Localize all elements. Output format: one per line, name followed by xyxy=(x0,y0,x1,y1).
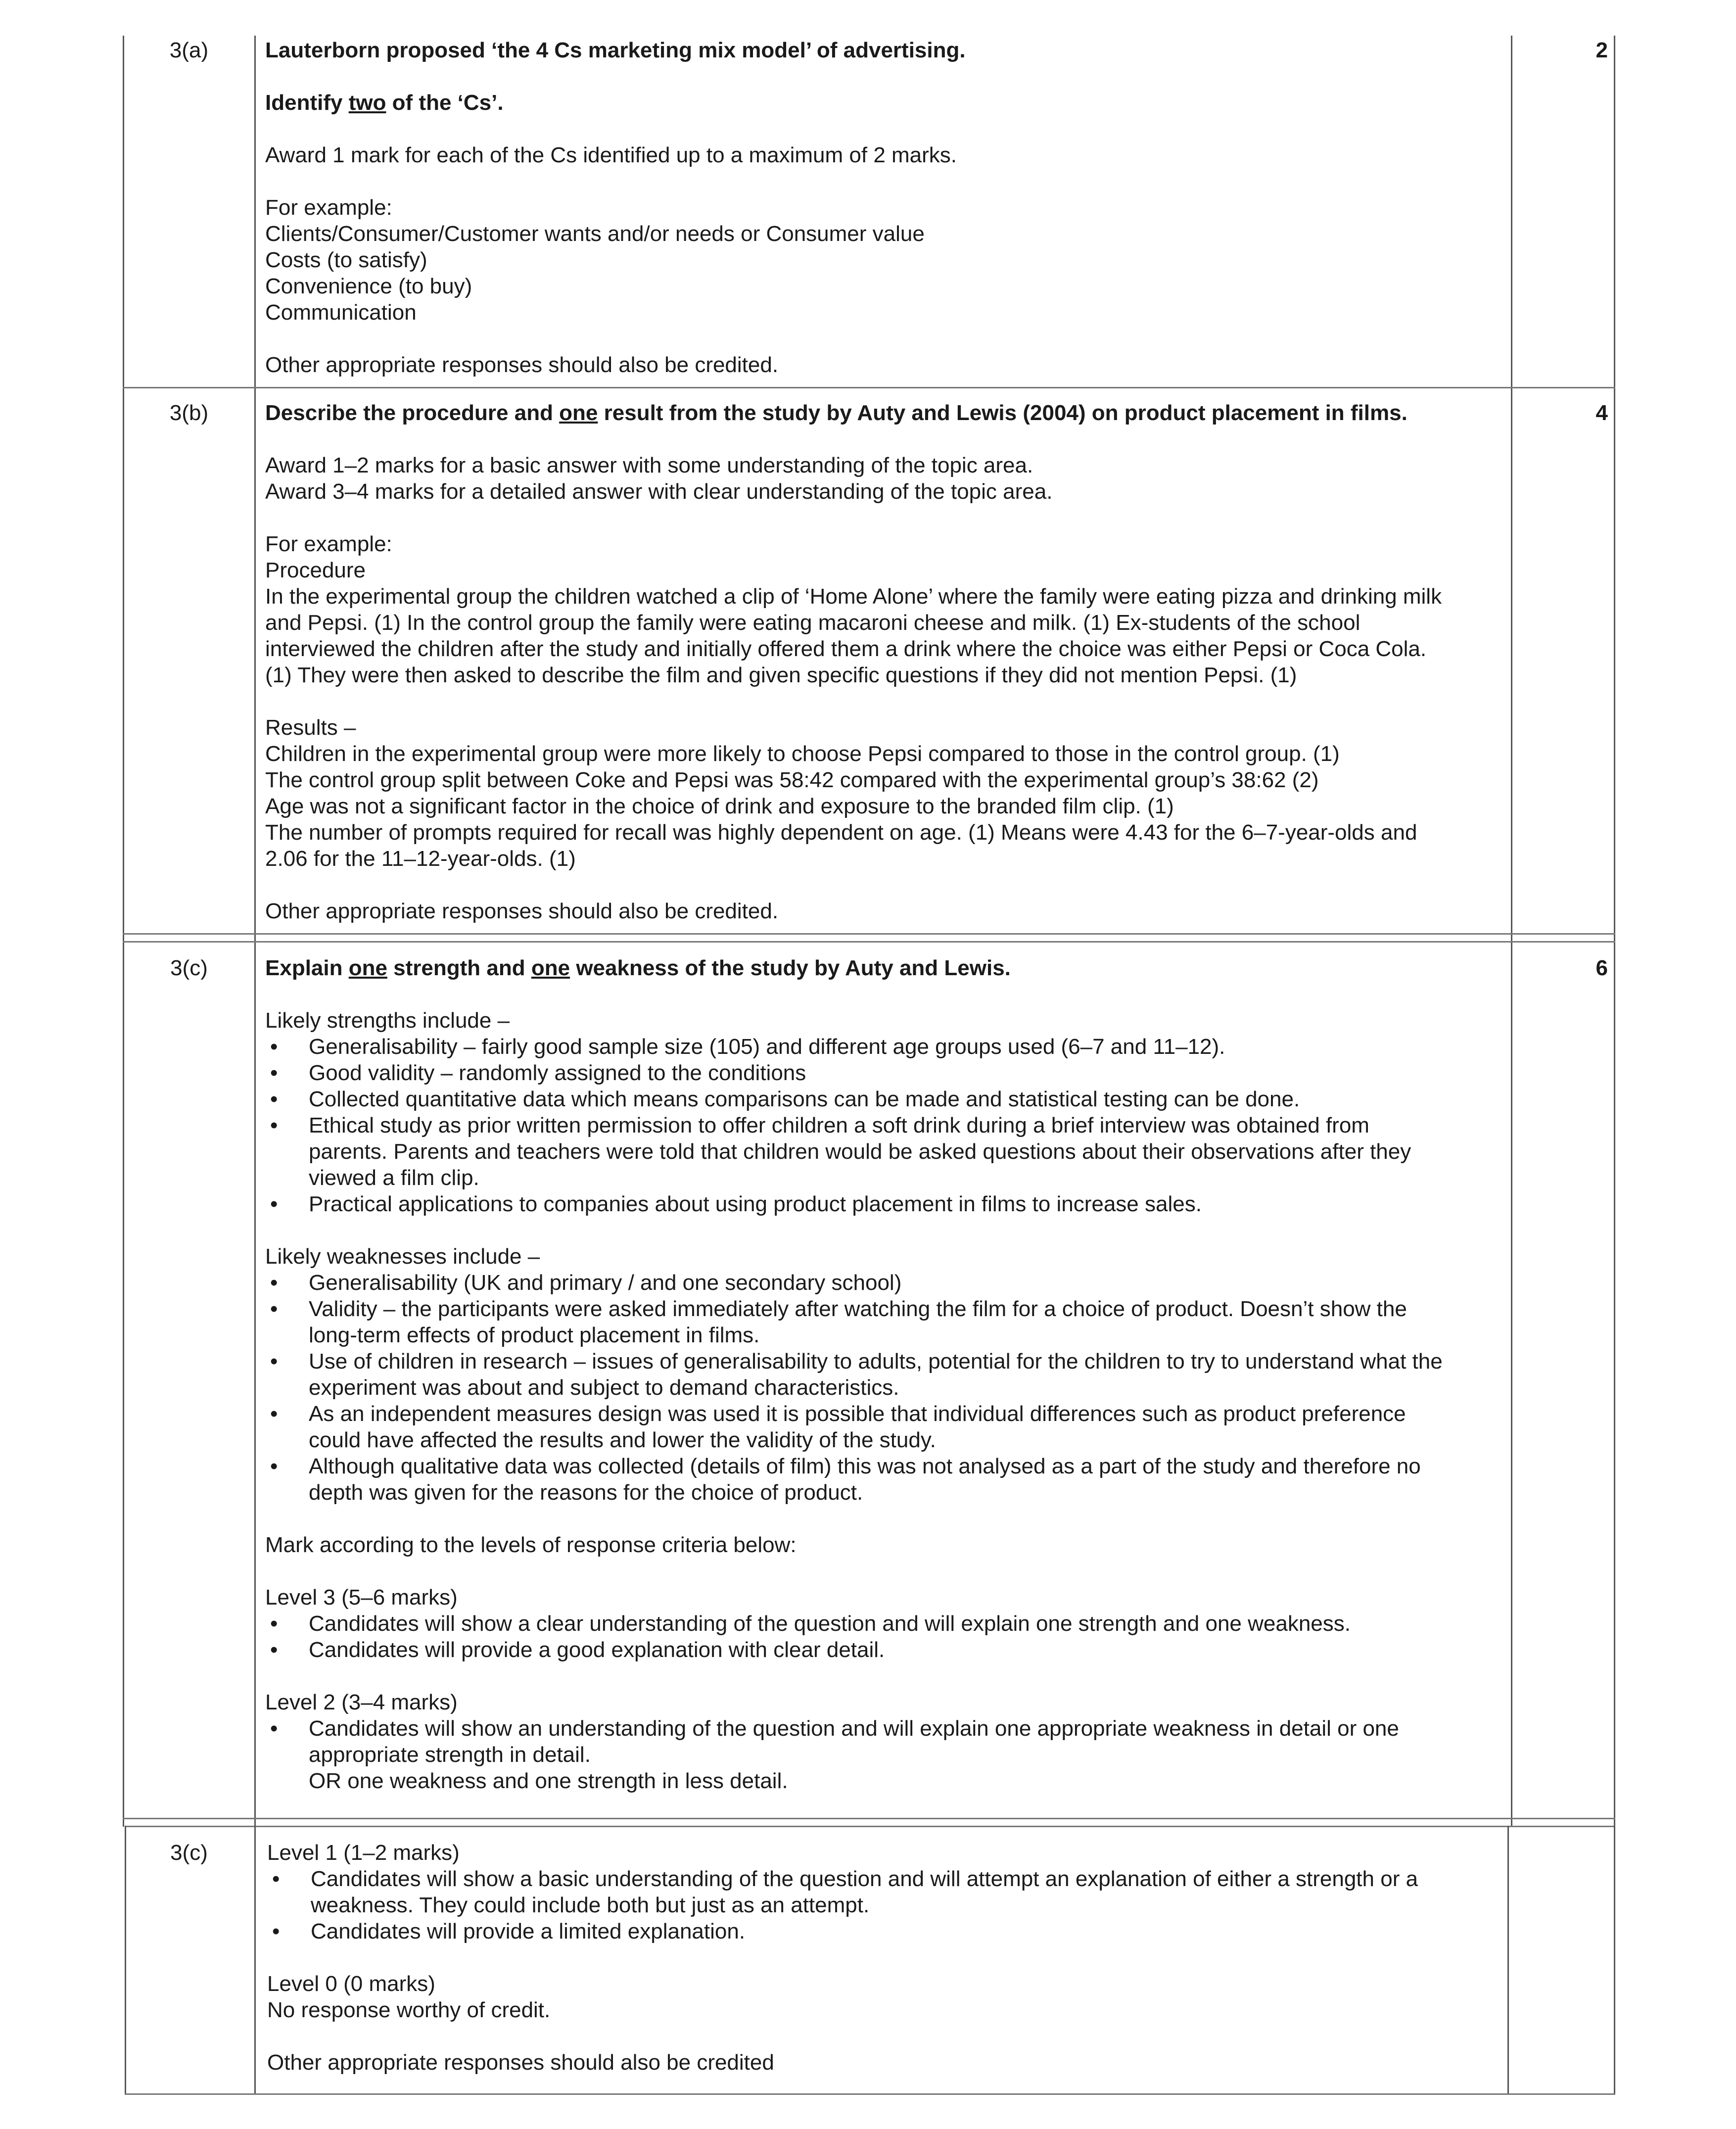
question-number: 3(c) xyxy=(170,956,208,980)
question-number: 3(a) xyxy=(169,38,209,62)
credit-note: Other appropriate responses should also be credited xyxy=(267,2050,774,2075)
strengths-heading: Likely strengths include – xyxy=(265,1008,510,1033)
marks-value: 6 xyxy=(1595,956,1608,980)
answer-cell xyxy=(267,1840,1499,2076)
table-divider-question xyxy=(254,36,256,1827)
answer-cell xyxy=(265,955,1497,1794)
table-divider-marks xyxy=(1507,1826,1509,2095)
table-border-left xyxy=(123,36,124,1827)
level-heading: Level 1 (1–2 marks) xyxy=(267,1841,460,1865)
list-item: • Practical applications to companies about using product placement in films to increase sales. xyxy=(265,1191,1497,1217)
list-item: • Use of children in research – issues of generalisability to adults, potential for the children to try to understand what the experiment was about and subject to demand characteristics. xyxy=(265,1348,1497,1401)
row-divider xyxy=(123,387,1615,388)
list-item: • Ethical study as prior written permission to offer children a soft drink during a brief interview was obtained from parents. Parents and teachers were told that children would be asked questions about their observations after they viewed a film clip. xyxy=(265,1112,1497,1191)
list-item: • Candidates will provide a good explanation with clear detail. xyxy=(265,1637,1497,1663)
marks-value: 2 xyxy=(1595,38,1608,62)
list-item: • Candidates will provide a limited explanation. xyxy=(267,1918,1499,1944)
row-divider xyxy=(123,941,1615,943)
example-item: Costs (to satisfy) xyxy=(265,248,427,272)
question-number: 3(c) xyxy=(170,1841,208,1865)
example-heading: For example: xyxy=(265,532,392,556)
levels-intro: Mark according to the levels of response criteria below: xyxy=(265,1533,797,1557)
table-border-right xyxy=(1614,1826,1615,2095)
award-text: Award 3–4 marks for a detailed answer with clear understanding of the topic area. xyxy=(265,479,1053,504)
list-item: • Although qualitative data was collected (details of film) this was not analysed as a part of the study and therefore no depth was given for the reasons for the choice of product. xyxy=(265,1453,1497,1506)
level-criteria-list xyxy=(265,1715,1497,1794)
strengths-list xyxy=(265,1034,1497,1217)
level-heading: Level 3 (5–6 marks) xyxy=(265,1585,458,1609)
procedure-line: and Pepsi. (1) In the control group the family were eating macaroni cheese and milk. (1) Ex-students of the school xyxy=(265,611,1361,635)
table-divider-marks xyxy=(1511,36,1512,1827)
results-line: 2.06 for the 11–12-year-olds. (1) xyxy=(265,847,576,871)
row-divider xyxy=(123,1818,1615,1819)
list-item: • As an independent measures design was used it is possible that individual differences such as product preference could have affected the results and lower the validity of the study. xyxy=(265,1401,1497,1453)
results-line: The control group split between Coke and Pepsi was 58:42 compared with the experimental group’s 38:62 (2) xyxy=(265,768,1319,792)
table-divider-question xyxy=(254,1826,256,2095)
level-text: No response worthy of credit. xyxy=(267,1998,551,2022)
row-divider xyxy=(125,1826,1615,1827)
table-border-right xyxy=(1614,36,1615,1827)
results-line: The number of prompts required for recall was highly dependent on age. (1) Means were 4.43 for the 6–7-year-olds and xyxy=(265,820,1417,845)
list-item: • Candidates will show a clear understanding of the question and will explain one strength and one weakness. xyxy=(265,1610,1497,1637)
results-line: Children in the experimental group were more likely to choose Pepsi compared to those in the control group. (1) xyxy=(265,742,1340,766)
answer-cell xyxy=(265,400,1497,924)
example-item: Clients/Consumer/Customer wants and/or needs or Consumer value xyxy=(265,222,925,246)
results-heading: Results – xyxy=(265,715,356,740)
level-heading: Level 2 (3–4 marks) xyxy=(265,1690,458,1714)
example-item: Convenience (to buy) xyxy=(265,274,472,298)
procedure-line: In the experimental group the children watched a clip of ‘Home Alone’ where the family were eating pizza and drinking milk xyxy=(265,584,1442,609)
list-item: • Generalisability (UK and primary / and one secondary school) xyxy=(265,1270,1497,1296)
credit-note: Other appropriate responses should also be credited. xyxy=(265,899,779,923)
question-number: 3(b) xyxy=(169,401,209,425)
procedure-line: (1) They were then asked to describe the film and given specific questions if they did not mention Pepsi. (1) xyxy=(265,663,1297,687)
list-item: • Good validity – randomly assigned to the conditions xyxy=(265,1060,1497,1086)
procedure-line: interviewed the children after the study and initially offered them a drink where the choice was either Pepsi or Coca Cola. xyxy=(265,637,1427,661)
row-divider xyxy=(123,933,1615,935)
weaknesses-heading: Likely weaknesses include – xyxy=(265,1244,540,1269)
answer-cell xyxy=(265,37,1497,378)
question-text: Lauterborn proposed ‘the 4 Cs marketing mix model’ of advertising. xyxy=(265,38,966,62)
question-text: Describe the procedure and one result from the study by Auty and Lewis (2004) on product placement in films. xyxy=(265,401,1408,425)
table-border-bottom xyxy=(125,2093,1615,2095)
table-border-left xyxy=(125,1826,126,2095)
weaknesses-list xyxy=(265,1270,1497,1506)
question-instruction: Identify two of the ‘Cs’. xyxy=(265,91,504,115)
procedure-heading: Procedure xyxy=(265,558,366,582)
example-item: Communication xyxy=(265,300,417,325)
level-criteria-list xyxy=(265,1610,1497,1663)
marks-value: 4 xyxy=(1595,401,1608,425)
list-item: • Candidates will show an understanding of the question and will explain one appropriate weakness in detail or one appropriate strength in detail. OR one weakness and one strength in less detail. xyxy=(265,1715,1497,1794)
list-item: • Collected quantitative data which means comparisons can be made and statistical testing can be done. xyxy=(265,1086,1497,1112)
question-text: Explain one strength and one weakness of the study by Auty and Lewis. xyxy=(265,956,1011,980)
award-text: Award 1 mark for each of the Cs identified up to a maximum of 2 marks. xyxy=(265,143,957,167)
award-text: Award 1–2 marks for a basic answer with some understanding of the topic area. xyxy=(265,453,1033,477)
level-criteria-list xyxy=(267,1866,1499,1944)
credit-note: Other appropriate responses should also be credited. xyxy=(265,353,779,377)
level-heading: Level 0 (0 marks) xyxy=(267,1972,435,1996)
example-heading: For example: xyxy=(265,195,392,220)
list-item: • Candidates will show a basic understanding of the question and will attempt an explanation of either a strength or a weakness. They could include both but just as an attempt. xyxy=(267,1866,1499,1918)
results-line: Age was not a significant factor in the choice of drink and exposure to the branded film clip. (1) xyxy=(265,794,1174,818)
list-item: • Validity – the participants were asked immediately after watching the film for a choice of product. Doesn’t show the long-term effects of product placement in films. xyxy=(265,1296,1497,1348)
list-item: • Generalisability – fairly good sample size (105) and different age groups used (6–7 and 11–12). xyxy=(265,1034,1497,1060)
